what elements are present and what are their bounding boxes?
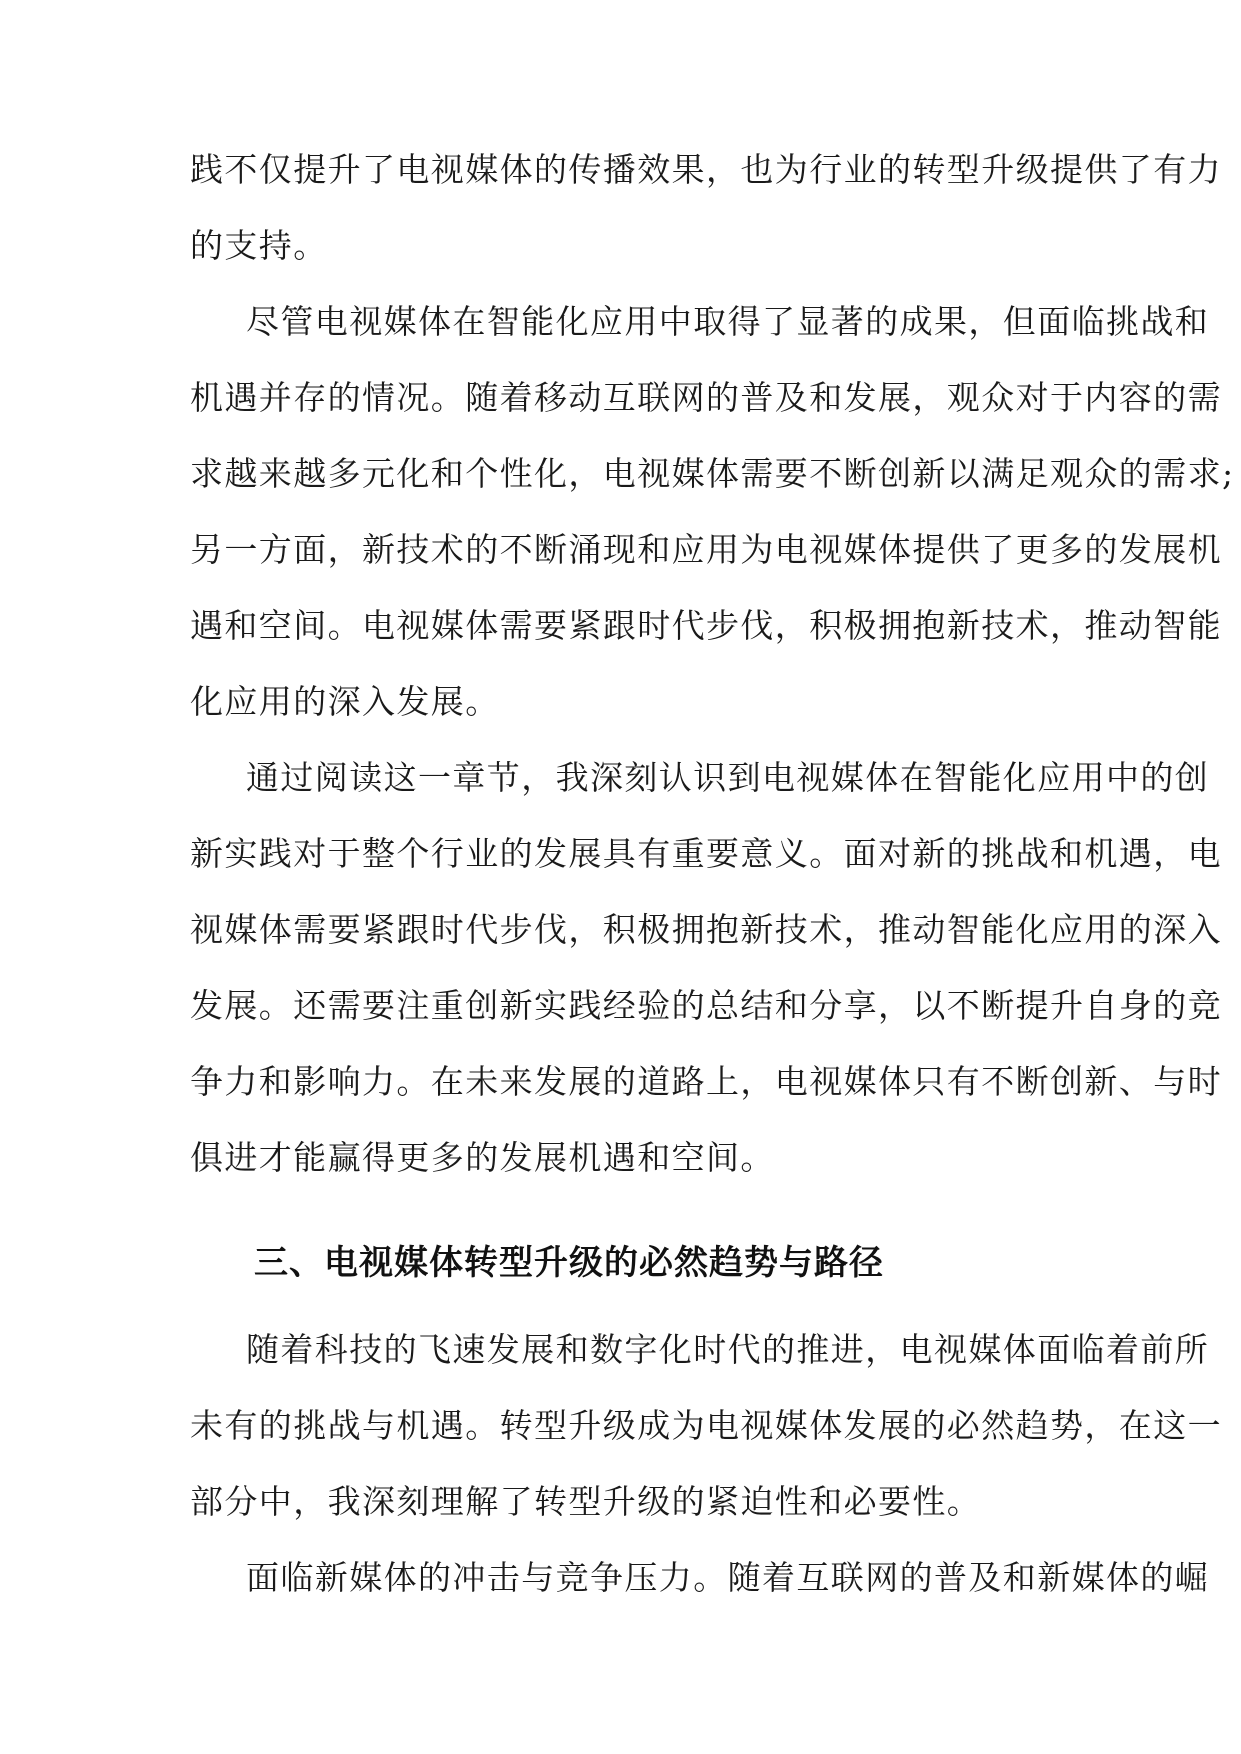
text-line: 争力和影响力。在未来发展的道路上，电视媒体只有不断创新、与时 xyxy=(190,1062,1222,1101)
paragraph-first-line: 面临新媒体的冲击与竞争压力。随着互联网的普及和新媒体的崛 xyxy=(246,1558,1210,1597)
text-line: 新实践对于整个行业的发展具有重要意义。面对新的挑战和机遇，电 xyxy=(190,834,1222,873)
paragraph-first-line: 随着科技的飞速发展和数字化时代的推进，电视媒体面临着前所 xyxy=(246,1330,1210,1369)
text-line: 未有的挑战与机遇。转型升级成为电视媒体发展的必然趋势，在这一 xyxy=(190,1406,1222,1445)
text-line: 践不仅提升了电视媒体的传播效果，也为行业的转型升级提供了有力 xyxy=(190,150,1222,189)
text-line: 发展。还需要注重创新实践经验的总结和分享，以不断提升自身的竞 xyxy=(190,986,1222,1025)
text-line: 视媒体需要紧跟时代步伐，积极拥抱新技术，推动智能化应用的深入 xyxy=(190,910,1222,949)
paragraph-first-line: 通过阅读这一章节，我深刻认识到电视媒体在智能化应用中的创 xyxy=(246,758,1210,797)
text-line: 化应用的深入发展。 xyxy=(190,682,500,721)
paragraph-first-line: 尽管电视媒体在智能化应用中取得了显著的成果，但面临挑战和 xyxy=(246,302,1210,341)
text-line: 另一方面，新技术的不断涌现和应用为电视媒体提供了更多的发展机 xyxy=(190,530,1222,569)
text-line: 遇和空间。电视媒体需要紧跟时代步伐，积极拥抱新技术，推动智能 xyxy=(190,606,1222,645)
text-line: 求越来越多元化和个性化，电视媒体需要不断创新以满足观众的需求; xyxy=(190,454,1235,493)
text-line: 的支持。 xyxy=(190,226,328,265)
text-line: 俱进才能赢得更多的发展机遇和空间。 xyxy=(190,1138,775,1177)
text-line: 部分中，我深刻理解了转型升级的紧迫性和必要性。 xyxy=(190,1482,982,1521)
text-line: 机遇并存的情况。随着移动互联网的普及和发展，观众对于内容的需 xyxy=(190,378,1222,417)
section-heading: 三、电视媒体转型升级的必然趋势与路径 xyxy=(254,1243,884,1283)
